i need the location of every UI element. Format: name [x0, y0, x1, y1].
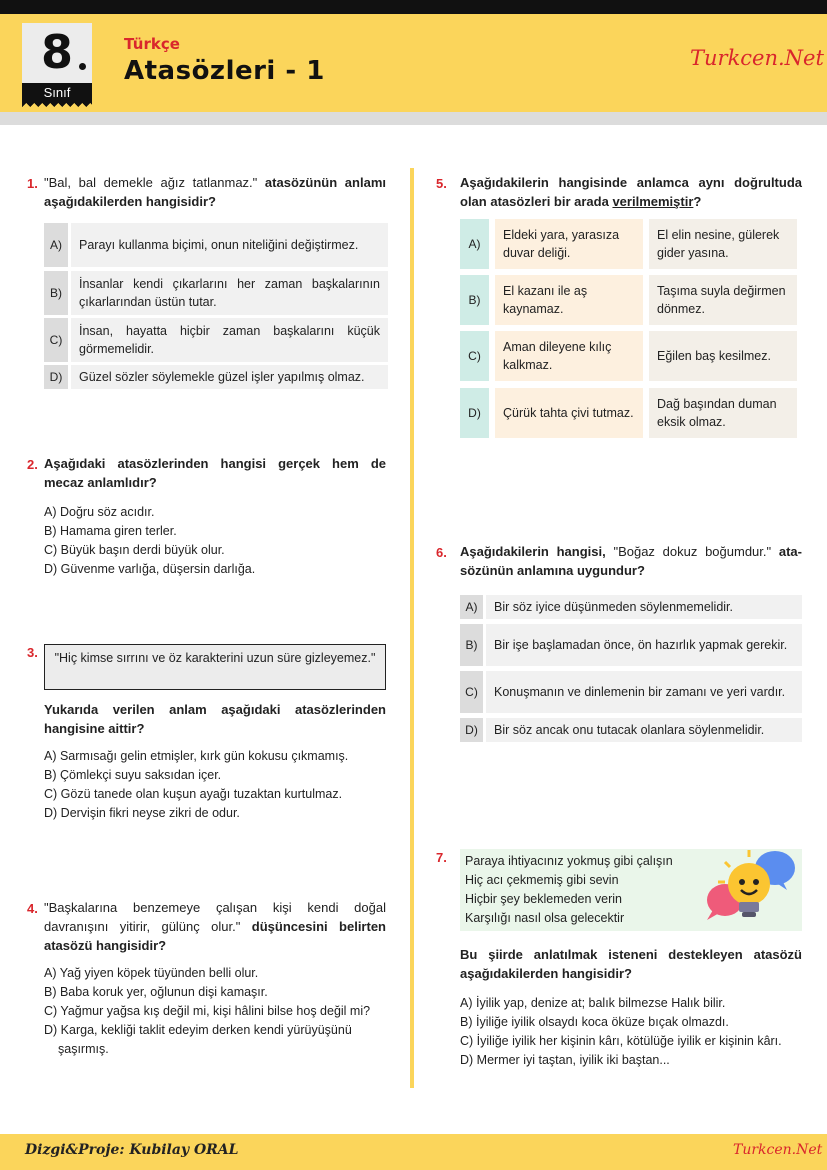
q7-option-a[interactable]: A) İyilik yap, denize at; balık bilmezse Halık bilir. — [460, 996, 726, 1010]
grade-zigzag — [22, 103, 92, 108]
option-letter: D) — [460, 388, 489, 438]
q3-number: 3. — [27, 645, 38, 660]
q6-option-a[interactable] — [460, 595, 802, 619]
q7-poem — [465, 852, 673, 928]
top-black-bar — [0, 0, 827, 14]
option-right-proverb: Taşıma suyla değirmen dönmez. — [649, 275, 797, 325]
q5-stem — [460, 173, 802, 211]
q4-quote: "Başkalarına benzemeye çalışan kişi kendi doğal davranışını yitirir, gülünç olur." — [44, 900, 386, 934]
option-left-proverb: El kazanı ile aş kaynamaz. — [495, 275, 643, 325]
q4-number: 4. — [27, 901, 38, 916]
q6-option-c[interactable] — [460, 671, 802, 713]
q4-stem — [44, 898, 386, 955]
q7-number: 7. — [436, 850, 447, 865]
q5-number: 5. — [436, 176, 447, 191]
q7-poem-line-3: Hiçbir şey beklemeden verin — [465, 892, 623, 906]
option-left-proverb: Eldeki yara, yarasıza duvar deliği. — [495, 219, 643, 269]
option-text: Konuşmanın ve dinlemenin bir zamanı ve yeri vardır. — [486, 671, 802, 713]
q4-option-c[interactable]: C) Yağmur yağsa kış değil mi, kişi hâlini bilse hoş değil mi? — [44, 1004, 371, 1018]
q7-option-d[interactable]: D) Mermer iyi taştan, iyilik iki baştan... — [460, 1053, 670, 1067]
q1-number: 1. — [27, 176, 38, 191]
q3-stem: Yukarıda verilen anlam aşağıdaki atasözlerinden hangisine aittir? — [44, 702, 386, 736]
lightbulb-speech-bubbles-icon — [705, 848, 795, 926]
q7-options — [460, 994, 802, 1070]
q5-stem-end: ? — [693, 194, 702, 209]
option-right-proverb: Eğilen baş kesilmez. — [649, 331, 797, 381]
q2-number: 2. — [27, 457, 38, 472]
option-letter: B) — [460, 275, 489, 325]
subject-label: Türkçe — [124, 35, 180, 53]
q5-stem-underlined: verilmemiştir — [612, 194, 694, 209]
q7-option-b[interactable]: B) İyiliğe iyilik olsaydı koca öküze bıçak olmazdı. — [460, 1015, 729, 1029]
q5-option-d[interactable] — [460, 388, 802, 438]
column-divider — [410, 168, 414, 1088]
option-letter: B) — [44, 271, 68, 315]
q1-option-c[interactable] — [44, 318, 388, 362]
option-letter: A) — [460, 219, 489, 269]
grade-badge — [22, 23, 92, 103]
q3-option-b[interactable]: B) Çömlekçi suyu saksıdan içer. — [44, 768, 222, 782]
q6-question: ata-sözünün anlamına uygundur? — [460, 544, 802, 578]
page-title: Atasözleri - 1 — [124, 56, 325, 86]
q7-stem: Bu şiirde anlatılmak isteneni destekleyen atasözü aşağıdakilerden hangisidir? — [460, 947, 802, 981]
turkcen-logo: Turkcen.Net — [690, 46, 824, 70]
q2-option-a[interactable]: A) Doğru söz acıdır. — [44, 505, 155, 519]
option-left-proverb: Aman dileyene kılıç kalkmaz. — [495, 331, 643, 381]
q2-option-c[interactable]: C) Büyük başın derdi büyük olur. — [44, 543, 225, 557]
option-letter: C) — [460, 331, 489, 381]
q6-quote: "Boğaz dokuz boğumdur." — [605, 544, 779, 559]
q2-stem: Aşağıdaki atasözlerinden hangisi gerçek hem de mecaz anlamlıdır? — [44, 456, 386, 490]
option-letter: D) — [460, 718, 483, 742]
q1-option-a[interactable] — [44, 223, 388, 267]
option-letter: C) — [460, 671, 483, 713]
q3-option-a[interactable]: A) Sarmısağı gelin etmişler, kırk gün kokusu çıkmamış. — [44, 749, 349, 763]
grade-label: Sınıf — [22, 83, 92, 103]
header-gray-strip — [0, 112, 827, 125]
footer-logo: Turkcen.Net — [733, 1142, 823, 1158]
q1-question: atasözünün anlamı aşağıdakilerden hangisidir? — [44, 175, 386, 209]
grade-number: 8 — [40, 25, 73, 79]
q6-prefix: Aşağıdakilerin hangisi, — [460, 544, 606, 559]
option-left-proverb: Çürük tahta çivi tutmaz. — [495, 388, 643, 438]
q6-option-d[interactable] — [460, 718, 802, 742]
q7-poem-line-1: Paraya ihtiyacınız yokmuş gibi çalışın — [465, 854, 673, 868]
q4-question: düşüncesini belirten atasözü hangisidir? — [44, 919, 386, 953]
grade-dot — [79, 63, 86, 70]
q5-stem-text: Aşağıdakilerin hangisinde anlamca aynı doğrultuda olan atasözleri bir arada — [460, 175, 802, 209]
q6-option-b[interactable] — [460, 624, 802, 666]
option-letter: D) — [44, 365, 68, 389]
q4-option-a[interactable]: A) Yağ yiyen köpek tüyünden belli olur. — [44, 966, 259, 980]
q3-option-c[interactable]: C) Gözü tanede olan kuşun ayağı tuzaktan kurtulmaz. — [44, 787, 343, 801]
q7-poem-line-2: Hiç acı çekmemiş gibi sevin — [465, 873, 619, 887]
option-letter: B) — [460, 624, 483, 666]
option-letter: C) — [44, 318, 68, 362]
option-text: İnsanlar kendi çıkarlarını her zaman başkalarının çıkarlarından üstün tutar. — [71, 271, 388, 315]
q4-option-d[interactable]: D) Karga, kekliği taklit edeyim derken kendi yürüyüşünü şaşırmış. — [44, 1023, 352, 1056]
q2-option-d[interactable]: D) Güvenme varlığa, düşersin darlığa. — [44, 562, 256, 576]
option-text: Bir söz ancak onu tutacak olanlara söylenmelidir. — [486, 718, 802, 742]
option-text: İnsan, hayatta hiçbir zaman başkalarını küçük görmemelidir. — [71, 318, 388, 362]
q7-option-c[interactable]: C) İyiliğe iyilik her kişinin kârı, kötülüğe iyilik er kişinin kârı. — [460, 1034, 782, 1048]
option-text: Bir söz iyice düşünmeden söylenmemelidir. — [486, 595, 802, 619]
q3-quote-box: "Hiç kimse sırrını ve öz karakterini uzun süre gizleyemez." — [44, 644, 386, 690]
option-letter: A) — [460, 595, 483, 619]
q3-option-d[interactable]: D) Dervişin fikri neyse zikri de odur. — [44, 806, 240, 820]
q1-option-b[interactable] — [44, 271, 388, 315]
option-text: Güzel sözler söylemekle güzel işler yapılmış olmaz. — [71, 365, 388, 389]
q5-option-a[interactable] — [460, 219, 802, 269]
option-right-proverb: El elin nesine, gülerek gider yasına. — [649, 219, 797, 269]
q3-options — [44, 747, 386, 823]
q5-option-c[interactable] — [460, 331, 802, 381]
q2-option-b[interactable]: B) Hamama giren terler. — [44, 524, 177, 538]
q7-poem-line-4: Karşılığı nasıl olsa gelecektir — [465, 911, 625, 925]
option-text: Parayı kullanma biçimi, onun niteliğini değiştirmez. — [71, 223, 388, 267]
option-letter: A) — [44, 223, 68, 267]
q1-stem — [44, 173, 386, 211]
q4-option-b[interactable]: B) Baba koruk yer, oğlunun dişi kamaşır. — [44, 985, 268, 999]
q1-quote: "Bal, bal demekle ağız tatlanmaz." — [44, 175, 258, 190]
q4-options — [44, 964, 386, 1059]
q6-number: 6. — [436, 545, 447, 560]
q6-stem — [460, 542, 802, 580]
option-text: Bir işe başlamadan önce, ön hazırlık yapmak gerekir. — [486, 624, 802, 666]
q1-option-d[interactable] — [44, 365, 388, 389]
q2-options — [44, 503, 386, 579]
footer-credit: Dizgi&Proje: Kubilay ORAL — [25, 1142, 239, 1158]
q5-option-b[interactable] — [460, 275, 802, 325]
option-right-proverb: Dağ başından duman eksik olmaz. — [649, 388, 797, 438]
